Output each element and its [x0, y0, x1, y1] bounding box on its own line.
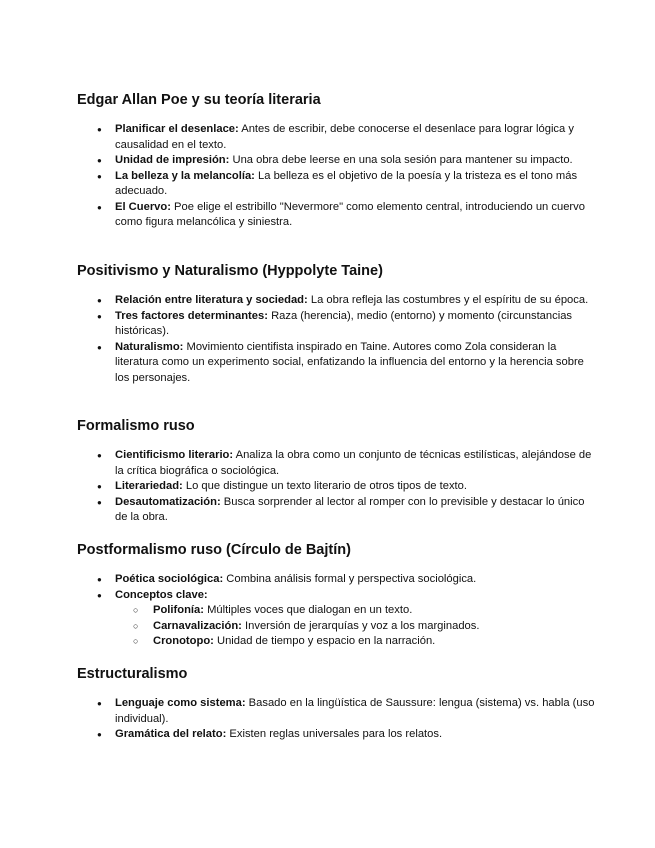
section-heading: Positivismo y Naturalismo (Hyppolyte Taine) [77, 263, 383, 279]
list-item [77, 340, 597, 387]
list-item [77, 696, 597, 727]
list-item [77, 200, 597, 231]
bullet-list [77, 448, 597, 526]
item-term: Carnavalización: [153, 619, 242, 632]
item-term: Cronotopo: [153, 635, 214, 647]
item-text: Inversión de jerarquías y voz a los marginados. [241, 619, 480, 632]
item-term: Planificar el desenlace: [115, 123, 239, 135]
item-text: Raza (herencia), medio (entorno) y momento (circunstancias históricas). [115, 309, 573, 337]
item-term: Unidad de impresión: [115, 154, 230, 166]
section-formalismo [77, 417, 597, 526]
bullet-list [77, 572, 597, 650]
item-term: El Cuervo: [115, 200, 171, 213]
sub-list-item [115, 603, 597, 619]
list-item [77, 572, 597, 588]
item-term: Desautomatización: [115, 495, 221, 508]
list-item [77, 727, 597, 743]
section-heading: Estructuralismo [77, 666, 188, 682]
section-heading: Formalismo ruso [77, 418, 195, 434]
bullet-list [77, 122, 597, 231]
item-text: La belleza es el objetivo de la poesía y la tristeza es el tono más adecuado. [115, 169, 578, 197]
list-item [77, 122, 597, 153]
item-text: Analiza la obra como un conjunto de técnicas estilísticas, alejándose de la crítica biográfica o sociológica. [115, 449, 592, 477]
item-text: Poe elige el estribillo "Nevermore" como elemento central, introduciendo un cuervo como figura melancólica y siniestra. [115, 200, 585, 228]
list-item [77, 169, 597, 200]
item-term: Naturalismo: [115, 340, 184, 353]
item-term: Polifonía: [153, 604, 204, 616]
list-item [77, 495, 597, 526]
bullet-list [77, 293, 597, 386]
item-text: La obra refleja las costumbres y el espíritu de su época. [307, 294, 589, 306]
section-heading: Postformalismo ruso (Círculo de Bajtín) [77, 542, 351, 558]
sub-list-item [115, 634, 597, 650]
list-item [77, 293, 597, 309]
item-term: Literariedad: [115, 480, 183, 492]
item-text: Lo que distingue un texto literario de otros tipos de texto. [182, 480, 467, 492]
item-text: Busca sorprender al lector al romper con lo previsible y destacar lo único de la obra. [115, 495, 585, 523]
item-term: Cientificismo literario: [115, 449, 234, 461]
section-positivismo [77, 262, 597, 386]
item-text: Existen reglas universales para los relatos. [226, 728, 443, 740]
item-text: Múltiples voces que dialogan en un texto. [203, 604, 413, 616]
section-heading: Edgar Allan Poe y su teoría literaria [77, 92, 321, 108]
section-poe [77, 91, 597, 231]
list-item [77, 309, 597, 340]
item-text: Basado en la lingüística de Saussure: lengua (sistema) vs. habla (uso individual). [115, 697, 595, 725]
item-text: Una obra debe leerse en una sola sesión para mantener su impacto. [229, 154, 573, 166]
list-item [77, 153, 597, 169]
list-item [77, 448, 597, 479]
list-item [77, 588, 597, 650]
item-text: Unidad de tiempo y espacio en la narración. [213, 635, 436, 647]
sub-bullet-list [115, 603, 597, 650]
item-term: Conceptos clave: [115, 588, 208, 601]
item-term: Gramática del relato: [115, 728, 227, 740]
item-term: Relación entre literatura y sociedad: [115, 294, 308, 306]
section-postformalismo [77, 541, 597, 650]
section-estructuralismo [77, 665, 597, 743]
item-term: La belleza y la melancolía: [115, 169, 255, 182]
item-text: Combina análisis formal y perspectiva sociológica. [223, 573, 477, 585]
list-item [77, 479, 597, 495]
bullet-list [77, 696, 597, 743]
item-term: Tres factores determinantes: [115, 309, 268, 322]
item-text: Movimiento cientifista inspirado en Taine. Autores como Zola consideran la literatura como un experimento social, enfatizando la influencia del entorno y la herencia sobre los personajes. [115, 340, 584, 384]
item-term: Lenguaje como sistema: [115, 697, 246, 709]
sub-list-item [115, 619, 597, 635]
item-text: Antes de escribir, debe conocerse el desenlace para lograr lógica y causalidad en el texto. [115, 123, 574, 151]
item-term: Poética sociológica: [115, 573, 224, 585]
